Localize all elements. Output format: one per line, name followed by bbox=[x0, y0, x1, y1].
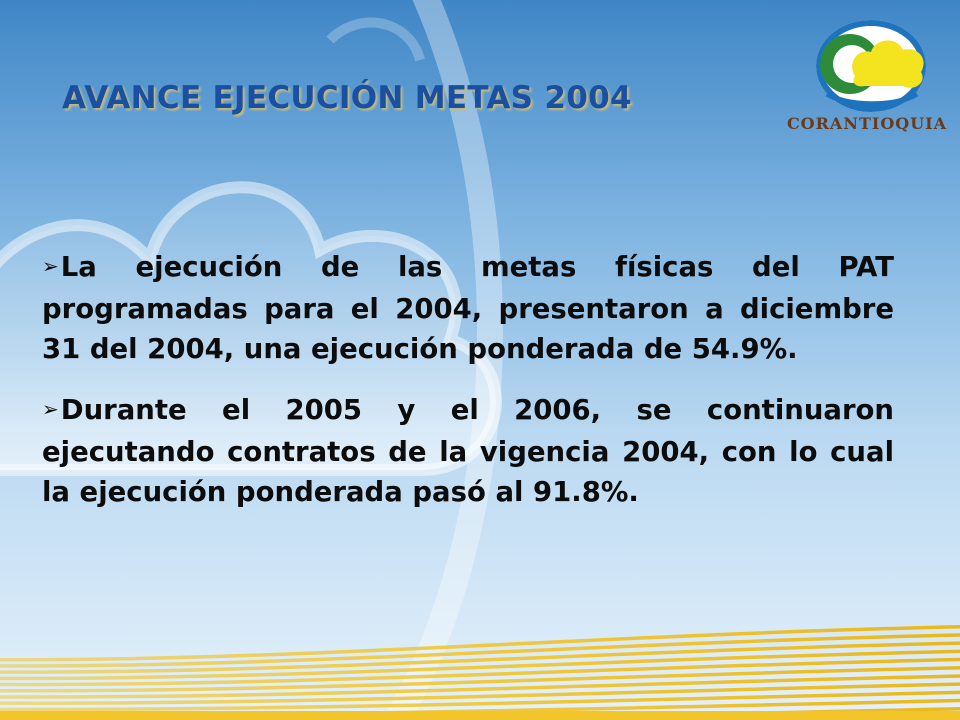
bullet-item-2 bbox=[42, 390, 894, 512]
logo-text: CORANTIOQUIA bbox=[786, 114, 948, 133]
decorative-stripes bbox=[0, 615, 960, 720]
stripe-line bbox=[0, 682, 960, 705]
bullet-text-2: Durante el 2005 y el 2006, se continuaron ejecutando contratos de la vigencia 2004, con lo cual la ejecución ponderada pasó al 91.8%. bbox=[42, 394, 894, 508]
bullet-list bbox=[42, 247, 894, 533]
slide-title: AVANCE EJECUCIÓN METAS 2004 bbox=[62, 80, 632, 116]
arrow-bullet-icon: ➢ bbox=[42, 397, 59, 421]
bullet-text-1: La ejecución de las metas físicas del PAT programadas para el 2004, presentaron a diciembre 31 del 2004, una ejecución ponderada de 54.9%. bbox=[42, 251, 894, 365]
stripe-band bbox=[0, 711, 960, 720]
stripe-line bbox=[0, 691, 960, 712]
arrow-bullet-icon: ➢ bbox=[42, 254, 59, 278]
bullet-item-1 bbox=[42, 247, 894, 369]
